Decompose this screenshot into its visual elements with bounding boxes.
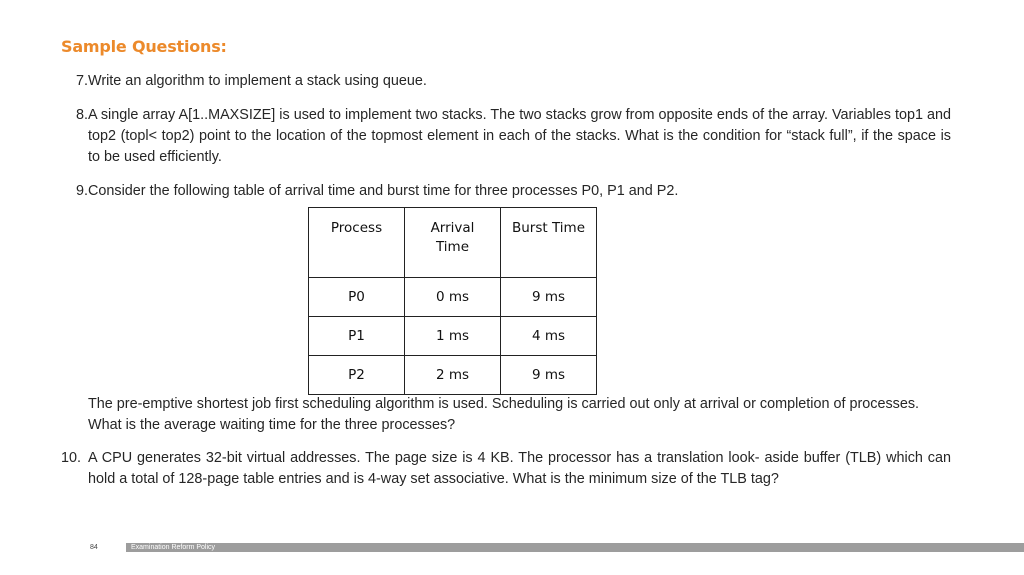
- question-text: Consider the following table of arrival time and burst time for three processes P0, P1 and P2.: [88, 183, 679, 199]
- table-row: [309, 317, 597, 356]
- header-process: Process: [309, 208, 405, 278]
- question-number: 10.: [61, 450, 82, 466]
- table-cell: P2: [309, 356, 405, 395]
- question-text: A CPU generates 32-bit virtual addresses. The page size is 4 KB. The processor has a translation look- aside buffer (TLB) which can hold a total of 128-page table entries and is 4-way set associative. What is the minimum size of the TLB tag?: [88, 450, 951, 487]
- table-cell: 9 ms: [501, 356, 597, 395]
- header-burst-time: Burst Time: [501, 208, 597, 278]
- question-number: 8.: [75, 107, 88, 123]
- table-header-row: [309, 208, 597, 278]
- footer-label: Examination Reform Policy: [131, 544, 216, 551]
- table-cell: 2 ms: [405, 356, 501, 395]
- page-number: 84: [90, 544, 98, 551]
- process-table: [308, 207, 597, 395]
- question-8: [61, 105, 951, 168]
- header-arrival-time: [405, 208, 501, 278]
- table-cell: P0: [309, 278, 405, 317]
- table-cell: P1: [309, 317, 405, 356]
- question-7: [61, 71, 951, 92]
- footer-bar: [126, 543, 1024, 552]
- question-text: Write an algorithm to implement a stack using queue.: [88, 73, 427, 89]
- question-10: [61, 448, 951, 490]
- table-cell: 4 ms: [501, 317, 597, 356]
- section-heading: Sample Questions:: [61, 37, 227, 56]
- table-cell: 9 ms: [501, 278, 597, 317]
- question-text: A single array A[1..MAXSIZE] is used to implement two stacks. The two stacks grow from opposite ends of the array. Variables top1 and top2 (topl< top2) point to the location of the topmost element in each of the stacks. What is the condition for “stack full”, if the space is to be used efficiently.: [88, 107, 951, 165]
- header-arrival-time-label: Arrival Time: [430, 220, 475, 255]
- question-9: [61, 181, 951, 202]
- question-number: 9.: [75, 183, 88, 199]
- question-number: 7.: [75, 73, 88, 89]
- question-9-followup: The pre-emptive shortest job first scheduling algorithm is used. Scheduling is carried out only at arrival or completion of processes. What is the average waiting time for the three processes?: [88, 396, 920, 433]
- table-row: [309, 356, 597, 395]
- table-cell: 1 ms: [405, 317, 501, 356]
- table-row: [309, 278, 597, 317]
- table-cell: 0 ms: [405, 278, 501, 317]
